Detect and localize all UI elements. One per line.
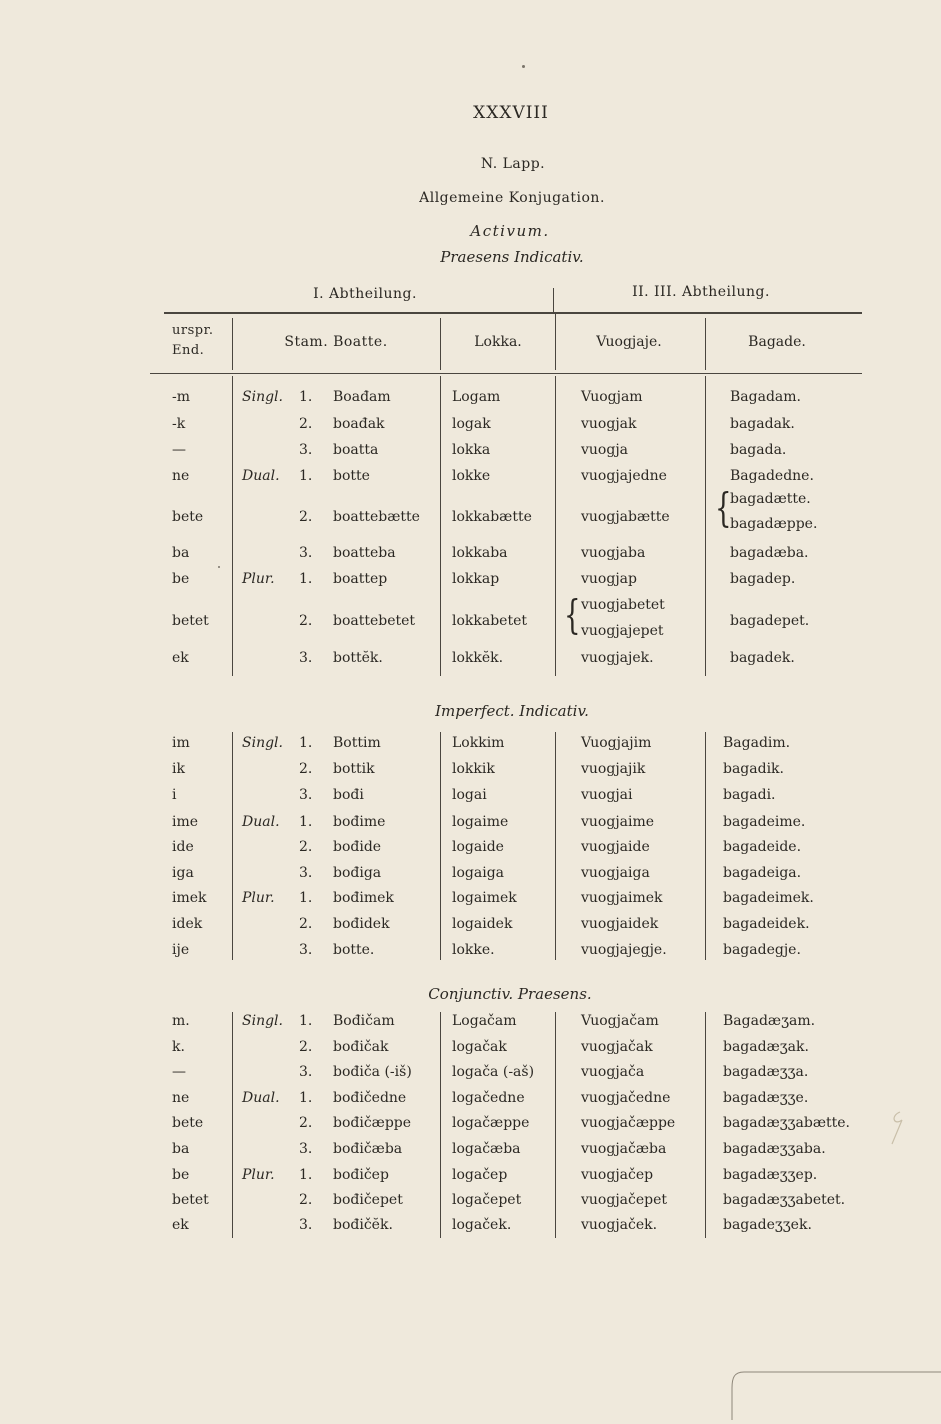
vuogjaje-form: vuogjačep xyxy=(581,1167,654,1183)
boatte-form: bođiga xyxy=(333,865,382,881)
person-cell: 1. xyxy=(299,814,313,830)
bagade-form-alt: bagadætte. xyxy=(730,491,811,507)
bagade-form: bagada. xyxy=(730,442,787,458)
boatte-form: bođičĕk. xyxy=(333,1217,393,1233)
lokka-form: logaimek xyxy=(452,890,517,906)
header-divider-2 xyxy=(440,318,441,370)
bagade-form: bagadi. xyxy=(723,787,776,803)
lokka-form: logai xyxy=(452,787,487,803)
person-cell: 2. xyxy=(299,916,313,932)
lokka-form: logaiga xyxy=(452,865,505,881)
bagade-form: bagadeidek. xyxy=(723,916,810,932)
boatte-form: bođičep xyxy=(333,1167,389,1183)
ending-cell: i xyxy=(172,787,177,803)
header-divider-3 xyxy=(555,314,556,370)
vuogjaje-form: vuogjajegje. xyxy=(581,942,667,958)
conjunctiv-divider-1 xyxy=(232,1012,233,1238)
column-header-lokka: Lokka. xyxy=(474,334,522,350)
boatte-form: bođiča (-iš) xyxy=(333,1064,412,1080)
bagade-form: bagadeide. xyxy=(723,839,802,855)
boatte-form: bođi xyxy=(333,787,364,803)
ending-cell: bete xyxy=(172,509,204,525)
vuogjaje-form: Vuogjačam xyxy=(581,1013,659,1029)
bagade-form: bagadeiga. xyxy=(723,865,802,881)
bagade-form: bagadegje. xyxy=(723,942,801,958)
ending-cell: ide xyxy=(172,839,194,855)
number-label: Dual. xyxy=(242,1090,280,1106)
number-label: Plur. xyxy=(242,571,275,587)
bagade-form: bagadæʒʒe. xyxy=(723,1090,809,1106)
vuogjaje-form-alt: vuogjabetet xyxy=(581,597,665,613)
person-cell: 2. xyxy=(299,416,313,432)
number-label: Dual. xyxy=(242,468,280,484)
bagade-form: bagadik. xyxy=(723,761,784,777)
vuogjaje-form: vuogjai xyxy=(581,787,633,803)
boatte-form: bođičedne xyxy=(333,1090,407,1106)
lokka-form: logača (-aš) xyxy=(452,1064,535,1080)
bagade-form: bagadæʒʒabætte. xyxy=(723,1115,850,1131)
person-cell: 1. xyxy=(299,571,313,587)
vuogjaje-form: vuogja xyxy=(581,442,629,458)
page-number: XXXVIII xyxy=(473,103,549,123)
vuogjaje-form: vuogjak xyxy=(581,416,637,432)
vuogjaje-form: vuogjačak xyxy=(581,1039,653,1055)
person-cell: 3. xyxy=(299,1064,313,1080)
ending-cell: ba xyxy=(172,1141,190,1157)
ending-cell: k. xyxy=(172,1039,185,1055)
lokka-form: lokke xyxy=(452,468,491,484)
bagade-form: bagadæʒʒep. xyxy=(723,1167,818,1183)
person-cell: 1. xyxy=(299,735,313,751)
column-header-boatte: Stam. Boatte. xyxy=(284,334,388,350)
ending-cell: ek xyxy=(172,650,189,666)
person-cell: 2. xyxy=(299,839,313,855)
ending-cell: betet xyxy=(172,613,209,629)
lokka-form: lokkap xyxy=(452,571,500,587)
person-cell: 3. xyxy=(299,442,313,458)
boatte-form: bođičæppe xyxy=(333,1115,412,1131)
column-header-ending-line1: urspr. xyxy=(172,323,214,338)
ending-cell: imek xyxy=(172,890,207,906)
section-title-praesens: Praesens Indicativ. xyxy=(440,248,584,266)
person-cell: 1. xyxy=(299,1167,313,1183)
header-divider-4 xyxy=(705,318,706,370)
bagade-form: bagadeimek. xyxy=(723,890,814,906)
number-label: Singl. xyxy=(242,735,283,751)
bagade-form: bagadæʒʒa. xyxy=(723,1064,809,1080)
group-header-first: I. Abtheilung. xyxy=(313,286,417,302)
ending-cell: be xyxy=(172,571,190,587)
lokka-form: logačep xyxy=(452,1167,508,1183)
lokka-form: lokke. xyxy=(452,942,495,958)
number-label: Singl. xyxy=(242,389,283,405)
conjunctiv-divider-3 xyxy=(555,1012,556,1238)
boatte-form: boatta xyxy=(333,442,379,458)
ending-cell: idek xyxy=(172,916,203,932)
vuogjaje-form: vuogjača xyxy=(581,1064,645,1080)
ending-cell: iga xyxy=(172,865,194,881)
vuogjaje-form-alt: vuogjajepet xyxy=(581,623,664,639)
boatte-form: bottik xyxy=(333,761,375,777)
header-bottom-rule xyxy=(150,373,862,374)
praesens-divider-4 xyxy=(705,376,706,676)
boatte-form: boađak xyxy=(333,416,385,432)
brace-bagade-row5: { xyxy=(715,485,732,533)
lokka-form: lokka xyxy=(452,442,491,458)
ending-cell: ne xyxy=(172,468,190,484)
person-cell: 2. xyxy=(299,1039,313,1055)
boatte-form: bođičæba xyxy=(333,1141,403,1157)
person-cell: 1. xyxy=(299,890,313,906)
bagade-form: bagadak. xyxy=(730,416,795,432)
ending-cell: ek xyxy=(172,1217,189,1233)
bagade-form: bagadepet. xyxy=(730,613,810,629)
boatte-form: bođimek xyxy=(333,890,394,906)
ending-cell: ije xyxy=(172,942,190,958)
ink-dot xyxy=(522,65,525,68)
author-heading: N. Lapp. xyxy=(480,156,546,172)
boatte-form: Boađam xyxy=(333,389,391,405)
person-cell: 3. xyxy=(299,545,313,561)
ending-cell: — xyxy=(172,442,186,458)
vuogjaje-form: Vuogjam xyxy=(581,389,643,405)
bagade-form: bagadæʒʒabetet. xyxy=(723,1192,846,1208)
lokka-form: lokkĕk. xyxy=(452,650,504,666)
ending-cell: bete xyxy=(172,1115,204,1131)
lokka-form: logačedne xyxy=(452,1090,525,1106)
boatte-form: Bođičam xyxy=(333,1013,395,1029)
conjunctiv-divider-2 xyxy=(440,1012,441,1238)
ending-cell: m. xyxy=(172,1013,190,1029)
boatte-form: boattebætte xyxy=(333,509,420,525)
lokka-form: logačæppe xyxy=(452,1115,530,1131)
boatte-form: bođime xyxy=(333,814,386,830)
bagade-form: bagadeime. xyxy=(723,814,806,830)
bagade-form: Bagadam. xyxy=(730,389,801,405)
ending-cell: -k xyxy=(172,416,186,432)
person-cell: 3. xyxy=(299,942,313,958)
person-cell: 2. xyxy=(299,613,313,629)
bagade-form: bagadep. xyxy=(730,571,796,587)
vuogjaje-form: vuogjaide xyxy=(581,839,650,855)
conjunctiv-divider-4 xyxy=(705,1012,706,1238)
person-cell: 3. xyxy=(299,1217,313,1233)
imperfect-divider-4 xyxy=(705,732,706,960)
person-cell: 1. xyxy=(299,1013,313,1029)
lokka-form: logaime xyxy=(452,814,509,830)
ending-cell: — xyxy=(172,1064,186,1080)
vuogjaje-form: vuogjajedne xyxy=(581,468,667,484)
person-cell: 2. xyxy=(299,1192,313,1208)
bagade-form: bagadek. xyxy=(730,650,795,666)
lokka-form: lokkaba xyxy=(452,545,508,561)
person-cell: 2. xyxy=(299,509,313,525)
number-label: Singl. xyxy=(242,1013,283,1029)
voice-heading: Activum. xyxy=(470,222,550,240)
boatte-form: bođidek xyxy=(333,916,390,932)
ink-dot xyxy=(218,566,220,568)
bagade-form: bagadæba. xyxy=(730,545,809,561)
imperfect-divider-1 xyxy=(232,732,233,960)
vuogjaje-form: vuogjaiga xyxy=(581,865,650,881)
ending-cell: betet xyxy=(172,1192,209,1208)
person-cell: 2. xyxy=(299,1115,313,1131)
person-cell: 3. xyxy=(299,650,313,666)
header-top-rule xyxy=(164,312,862,314)
lokka-form: logaide xyxy=(452,839,504,855)
header-divider-1 xyxy=(232,318,233,370)
section-title-imperfect: Imperfect. Indicativ. xyxy=(435,702,589,720)
person-cell: 1. xyxy=(299,389,313,405)
ending-cell: be xyxy=(172,1167,190,1183)
bagade-form: bagadæʒak. xyxy=(723,1039,809,1055)
vuogjaje-form: vuogjaimek xyxy=(581,890,663,906)
lokka-form: Lokkim xyxy=(452,735,505,751)
column-header-ending-line2: End. xyxy=(172,343,205,358)
person-cell: 1. xyxy=(299,468,313,484)
pencil-mark-icon xyxy=(880,1108,910,1148)
vuogjaje-form: vuogjaček. xyxy=(581,1217,658,1233)
lokka-form: Logačam xyxy=(452,1013,517,1029)
boatte-form: boattebetet xyxy=(333,613,416,629)
praesens-divider-2 xyxy=(440,376,441,676)
boatte-form: bottĕk. xyxy=(333,650,383,666)
bagade-form: Bagadæʒam. xyxy=(723,1013,816,1029)
boatte-form: bođide xyxy=(333,839,382,855)
vuogjaje-form: Vuogjajim xyxy=(581,735,652,751)
vuogjaje-form: vuogjajik xyxy=(581,761,646,777)
lokka-form: logačak xyxy=(452,1039,507,1055)
number-label: Dual. xyxy=(242,814,280,830)
boatte-form: bođičak xyxy=(333,1039,389,1055)
bagade-form: bagadeʒʒek. xyxy=(723,1217,812,1233)
praesens-divider-1 xyxy=(232,376,233,676)
page-corner-outline xyxy=(726,1368,941,1424)
bagade-form: bagadæʒʒaba. xyxy=(723,1141,826,1157)
lokka-form: logak xyxy=(452,416,491,432)
group-header-second: II. III. Abtheilung. xyxy=(632,284,770,300)
praesens-divider-3 xyxy=(555,376,556,676)
section-title-conjunctiv: Conjunctiv. Praesens. xyxy=(428,985,592,1003)
person-cell: 2. xyxy=(299,761,313,777)
lokka-form: logaidek xyxy=(452,916,513,932)
imperfect-divider-2 xyxy=(440,732,441,960)
column-header-bagade: Bagade. xyxy=(748,334,806,350)
person-cell: 3. xyxy=(299,865,313,881)
person-cell: 3. xyxy=(299,787,313,803)
lokka-form: logačepet xyxy=(452,1192,522,1208)
bagade-form: Bagadedne. xyxy=(730,468,814,484)
brace-vuogjaje-row8: { xyxy=(564,592,581,640)
vuogjaje-form: vuogjaime xyxy=(581,814,655,830)
lokka-form: lokkik xyxy=(452,761,495,777)
vuogjaje-form: vuogjačæppe xyxy=(581,1115,676,1131)
bagade-form: Bagadim. xyxy=(723,735,791,751)
bagade-form-alt: bagadæppe. xyxy=(730,516,818,532)
boatte-form: botte xyxy=(333,468,370,484)
vuogjaje-form: vuogjačedne xyxy=(581,1090,671,1106)
boatte-form: botte. xyxy=(333,942,375,958)
lokka-form: logaček. xyxy=(452,1217,512,1233)
ending-cell: ba xyxy=(172,545,190,561)
subtitle-heading: Allgemeine Konjugation. xyxy=(419,190,605,206)
vuogjaje-form: vuogjačæba xyxy=(581,1141,667,1157)
imperfect-divider-3 xyxy=(555,732,556,960)
boatte-form: boatteba xyxy=(333,545,396,561)
lokka-form: logačæba xyxy=(452,1141,521,1157)
boatte-form: Bottim xyxy=(333,735,381,751)
boatte-form: bođičepet xyxy=(333,1192,403,1208)
number-label: Plur. xyxy=(242,1167,275,1183)
ending-cell: -m xyxy=(172,389,191,405)
vuogjaje-form: vuogjačepet xyxy=(581,1192,668,1208)
ending-cell: ik xyxy=(172,761,185,777)
ending-cell: im xyxy=(172,735,190,751)
vuogjaje-form: vuogjaba xyxy=(581,545,646,561)
person-cell: 1. xyxy=(299,1090,313,1106)
vuogjaje-form: vuogjap xyxy=(581,571,637,587)
vuogjaje-form: vuogjajek. xyxy=(581,650,654,666)
ending-cell: ime xyxy=(172,814,199,830)
person-cell: 3. xyxy=(299,1141,313,1157)
vuogjaje-form: vuogjaidek xyxy=(581,916,659,932)
number-label: Plur. xyxy=(242,890,275,906)
group-divider xyxy=(553,288,554,314)
lokka-form: Logam xyxy=(452,389,501,405)
ending-cell: ne xyxy=(172,1090,190,1106)
lokka-form: lokkabetet xyxy=(452,613,528,629)
column-header-vuogjaje: Vuogjaje. xyxy=(596,334,662,350)
lokka-form: lokkabætte xyxy=(452,509,532,525)
boatte-form: boattep xyxy=(333,571,388,587)
vuogjaje-form: vuogjabætte xyxy=(581,509,670,525)
